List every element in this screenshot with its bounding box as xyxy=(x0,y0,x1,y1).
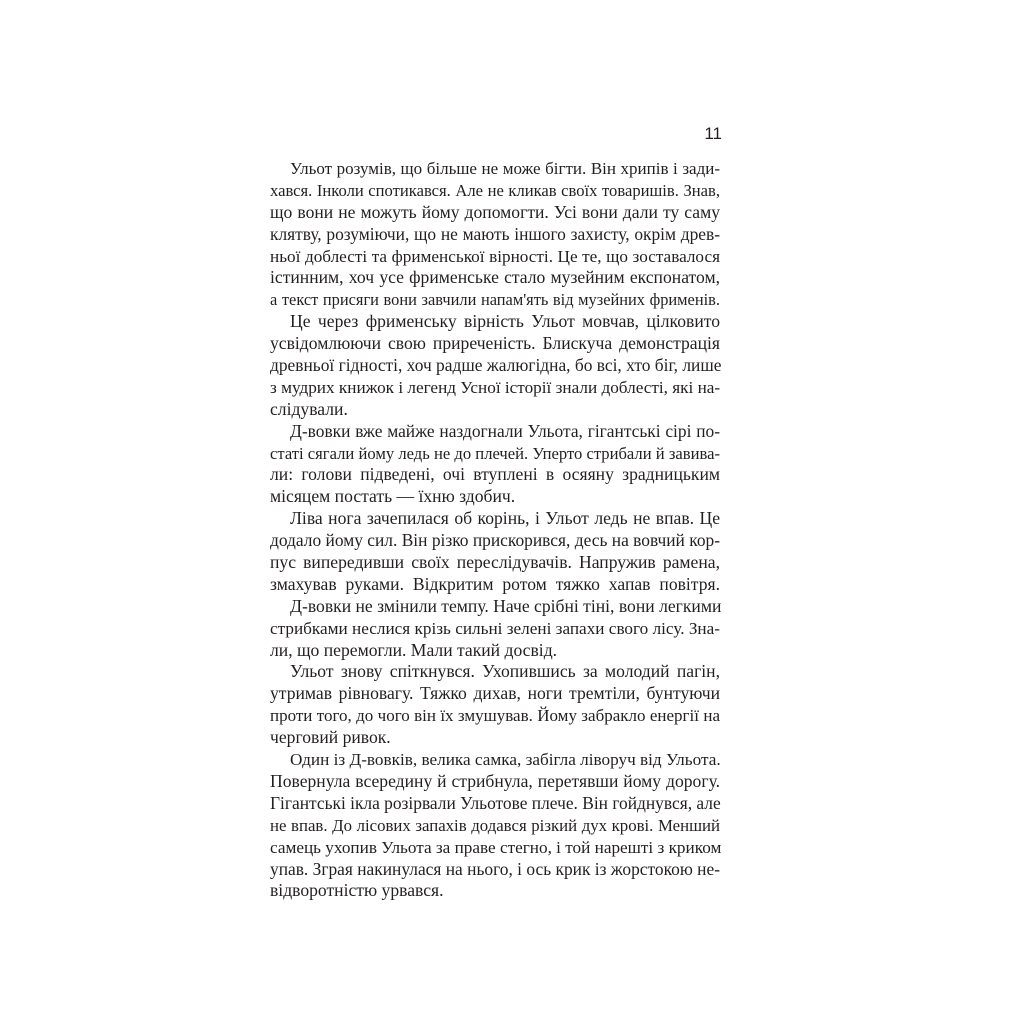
text-line: ньої доблесті та фрименської вірності. Це те, що зоставалося xyxy=(270,246,720,266)
text-line: упав. Зграя накинулася на нього, і ось крик із жорстокою не- xyxy=(270,858,720,879)
text-line: Ульот знову спіткнувся. Ухопившись за молодий пагін, xyxy=(290,661,720,682)
text-line: а текст присяги вони завчили напам'ять від музейних фрименів. xyxy=(270,290,720,310)
text-line: додало йому сил. Він різко прискорився, десь на вовчий кор- xyxy=(270,530,720,551)
text-line: не впав. До лісових запахів додався різкий дух крові. Менший xyxy=(270,815,720,835)
text-line: черговий ривок. xyxy=(270,727,391,748)
paragraph xyxy=(270,749,720,902)
paragraph xyxy=(270,596,720,662)
text-line: ли: голови підведені, очі втуплені в осяяну зрадницьким xyxy=(270,464,720,485)
text-line: відворотністю урвався. xyxy=(270,880,444,901)
text-line: місяцем постать — їхню здобич. xyxy=(270,486,516,507)
text-line: клятву, розуміючи, що не мають іншого захисту, окрім древ- xyxy=(270,223,720,244)
text-line: що вони не можуть йому допомогти. Усі вони дали ту саму xyxy=(270,201,720,222)
text-line: змахував руками. Відкритим ротом тяжко хапав повітря. xyxy=(270,573,720,594)
text-line: Гігантські ікла розірвали Ульотове плече. Він гойднувся, але xyxy=(270,792,721,813)
text-line: утримав рівновагу. Тяжко дихав, ноги тремтіли, бунтуючи xyxy=(270,683,720,704)
paragraph xyxy=(270,421,720,509)
text-line: Один із Д-вовків, велика самка, забігла ліворуч від Ульота. xyxy=(290,750,721,770)
text-line: Д-вовки не змінили темпу. Наче срібні тіні, вони легкими xyxy=(290,595,722,616)
text-line: стрибками неслися крізь сильні зелені запахи свого лісу. Зна- xyxy=(270,618,720,638)
text-line: з мудрих книжок і легенд Усної історії знали доблесті, які на- xyxy=(270,377,721,397)
paragraph xyxy=(270,311,720,420)
body-text xyxy=(270,158,720,902)
text-line: ли, що перемогли. Мали такий досвід. xyxy=(270,639,558,660)
text-line: Ульот розумів, що більше не може бігти. Він хрипів і зади- xyxy=(290,159,720,178)
text-line: Ліва нога зачепилася об корінь, і Ульот ледь не впав. Це xyxy=(290,508,720,529)
text-line: проти того, до чого він їх змушував. Йому забракло енергії на xyxy=(270,706,720,726)
text-line: статі сягали йому ледь не до плечей. Уперто стрибали й завива- xyxy=(270,443,720,463)
text-line: слідували. xyxy=(270,398,348,419)
paragraph xyxy=(270,661,720,749)
text-line: хався. Інколи спотикався. Але не кликав своїх товаришів. Знав, xyxy=(270,180,720,200)
text-line: Д-вовки вже майже наздогнали Ульота, гігантські сірі по- xyxy=(290,420,720,441)
paragraph xyxy=(270,158,720,311)
text-line: пус випередивши своїх переслідувачів. Напружив рамена, xyxy=(270,552,720,573)
text-line: усвідомлюючи свою приреченість. Блискуча демонстрація xyxy=(270,333,720,354)
page-number: 11 xyxy=(704,124,722,143)
text-line: Повернула всередину й стрибнула, перетявши йому дорогу. xyxy=(270,770,720,791)
text-line: Це через фрименську вірність Ульот мовчав, цілковито xyxy=(290,311,720,332)
text-line: древньої гідності, хоч радше жалюгідна, бо всі, хто біг, лише xyxy=(270,355,722,376)
text-line: самець ухопив Ульота за праве стегно, і той нарешті з криком xyxy=(270,837,722,857)
text-line: істинним, хоч усе фрименське стало музейним експонатом, xyxy=(270,267,720,288)
paragraph xyxy=(270,508,720,596)
